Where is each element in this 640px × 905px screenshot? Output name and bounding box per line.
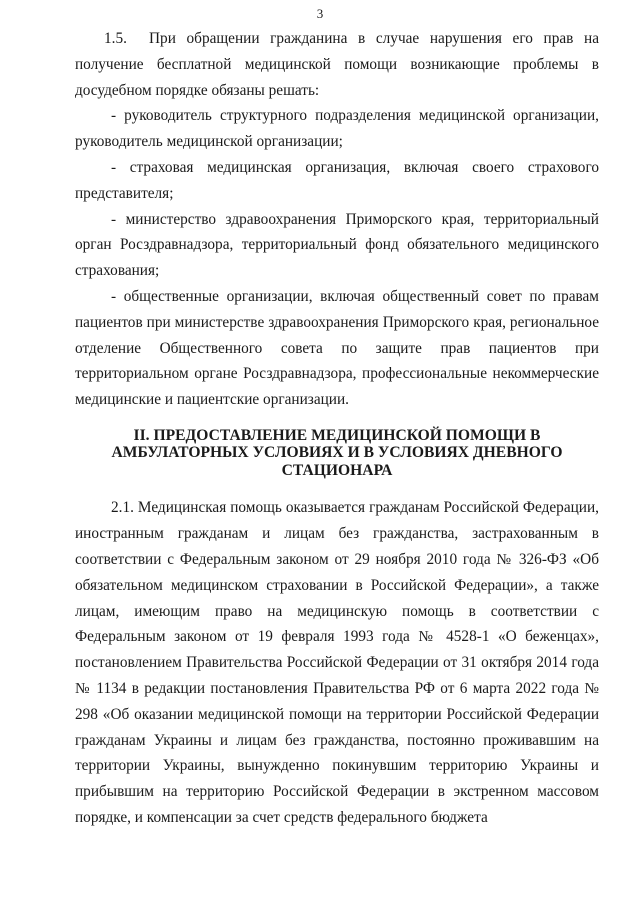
section-heading: [75, 427, 599, 480]
document-body: [75, 26, 599, 831]
list-item: - страховая медицинская организация, включая своего страхового представителя;: [75, 158, 599, 202]
paragraph-1-5: [75, 26, 599, 103]
heading-line: СТАЦИОНАРА: [281, 461, 393, 479]
paragraph-text: При обращении гражданина в случае нарушения его прав на получение бесплатной медицинской помощи возникающие проблемы в досудебном порядке обязаны решать:: [75, 30, 599, 99]
paragraph-2-1: 2.1. Медицинская помощь оказывается гражданам Российской Федерации, иностранным гражданам и лицам без гражданства, застрахованным в соответствии с Федеральным законом от 29 ноября 2010 года № 326-ФЗ «Об обязательном медицинском страховании в Российской Федерации», а также лицам, имеющим право на медицинскую помощь в соответствии с Федеральным законом от 19 февраля 1993 года № 4528-1 «О беженцах», постановлением Правительства Российской Федерации от 31 октября 2014 года № 1134 в редакции постановления Правительства РФ от 6 марта 2022 года № 298 «Об оказании медицинской помощи на территории Российской Федерации гражданам Украины и лицам без гражданства, постоянно проживавшим на территории Украины, вынужденно покинувшим территорию Украины и прибывшим на территорию Российской Федерации в экстренном массовом порядке, и компенсации за счет средств федерального бюджета: [75, 499, 599, 827]
paragraph-number: 1.5.: [104, 30, 127, 47]
list-item: - министерство здравоохранения Приморского края, территориальный орган Росздравнадзора, территориальный фонд обязательного медицинского страхования;: [75, 210, 599, 280]
page-number: 3: [316, 6, 324, 21]
heading-line: АМБУЛАТОРНЫХ УСЛОВИЯХ И В УСЛОВИЯХ ДНЕВНОГО: [111, 444, 563, 462]
list-item: - руководитель структурного подразделения медицинской организации, руководитель медицинской организации;: [75, 107, 599, 151]
list-item: - общественные организации, включая общественный совет по правам пациентов при министерстве здравоохранения Приморского края, региональное отделение Общественного совета по защите прав пациентов при территориальном органе Росздравнадзора, профессиональные некоммерческие медицинские и пациентские организации.: [75, 287, 599, 409]
heading-line: II. ПРЕДОСТАВЛЕНИЕ МЕДИЦИНСКОЙ ПОМОЩИ В: [133, 426, 541, 444]
